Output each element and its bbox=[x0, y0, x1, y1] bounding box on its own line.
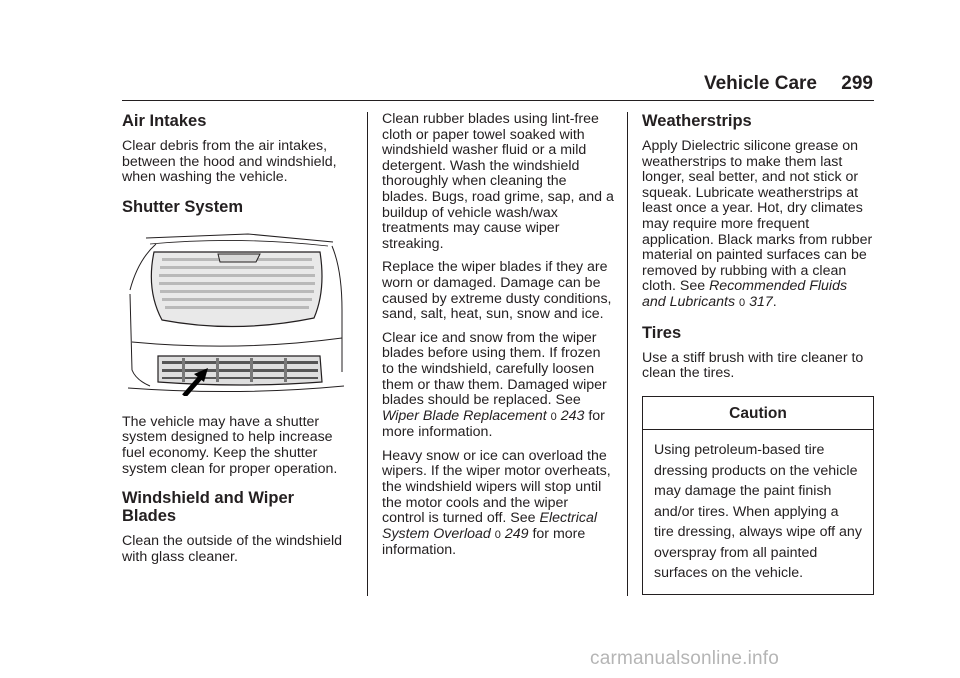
emblem bbox=[218, 254, 260, 262]
column-2 bbox=[382, 112, 614, 567]
page-number: 299 bbox=[841, 73, 873, 94]
overload-paragraph: Heavy snow or ice can overload the wipers. If the wiper motor overheats, the windshield wipers will stop until the motor cools and the wiper control is turned off. See Electrical System Overload 0 249 for more information. bbox=[382, 447, 611, 559]
air-intakes-heading: Air Intakes bbox=[122, 112, 207, 130]
recommended-fluids-link[interactable]: Recommended Fluids and Lubricants bbox=[642, 278, 848, 310]
windshield-body: Clean the outside of the windshield with glass cleaner. bbox=[122, 533, 343, 565]
air-intakes-body: Clear debris from the air intakes, between the hood and windshield, when washing the vehicle. bbox=[122, 138, 337, 186]
header-rule bbox=[122, 100, 874, 101]
windshield-heading: Windshield and Wiper Blades bbox=[122, 489, 295, 526]
caution-title: Caution bbox=[643, 397, 873, 431]
tires-heading: Tires bbox=[642, 323, 682, 342]
page-ref-arrow-icon: 0 bbox=[494, 528, 501, 541]
running-header-title: Vehicle Care bbox=[703, 73, 817, 94]
page-ref-249[interactable]: 249 bbox=[504, 525, 529, 542]
watermark: carmanualsonline.info bbox=[590, 648, 780, 669]
column-divider-1 bbox=[367, 112, 368, 596]
ice-snow-paragraph: Clear ice and snow from the wiper blades before using them. If frozen to the windshield, carefully loosen them or thaw them. Damaged wiper blades should be replaced. See Wiper Blade Replacement 0 243 for more information. bbox=[382, 329, 607, 441]
electrical-system-overload-link[interactable]: Electrical System Overload bbox=[382, 510, 598, 542]
weatherstrips-heading: Weatherstrips bbox=[642, 112, 752, 130]
lower-grille-shutter bbox=[158, 356, 322, 385]
column-3 bbox=[642, 112, 874, 595]
upper-grille bbox=[151, 252, 322, 327]
wiper-replace-paragraph: Replace the wiper blades if they are worn or damaged. Damage can be caused by extreme dusty conditions, sand, salt, heat, sun, snow and ice. bbox=[382, 259, 612, 323]
shutter-system-heading: Shutter System bbox=[122, 197, 244, 216]
weatherstrips-body: Apply Dielectric silicone grease on weatherstrips to make them last longer, seal better, and not stick or squeak. Lubricate weatherstrips at least once a year. Hot, dry climates may require more frequent application. Black marks from rubber material on painted surfaces can be removed by rubbing with a clean cloth. See Recommended Fluids and Lubricants 0 317. bbox=[642, 138, 873, 310]
page-ref-243[interactable]: 243 bbox=[560, 407, 585, 424]
shutter-system-body: The vehicle may have a shutter system designed to help increase fuel economy. Keep the shutter system clean for proper operation. bbox=[122, 413, 338, 477]
column-1 bbox=[122, 112, 350, 573]
shutter-system-illustration bbox=[128, 230, 344, 396]
column-divider-2 bbox=[627, 112, 628, 596]
tires-body: Use a stiff brush with tire cleaner to clean the tires. bbox=[642, 349, 864, 382]
wiper-blade-replacement-link[interactable]: Wiper Blade Replacement bbox=[382, 407, 547, 424]
caution-box bbox=[642, 396, 874, 595]
page-ref-arrow-icon: 0 bbox=[550, 410, 557, 423]
page-ref-arrow-icon: 0 bbox=[739, 296, 746, 309]
page-ref-317[interactable]: 317 bbox=[749, 293, 773, 310]
wiper-cleaning-paragraph: Clean rubber blades using lint-free cloth or paper towel soaked with windshield washer fluid or a mild detergent. Wash the windshield thoroughly when cleaning the blades. Bugs, road grime, sap, and a buildup of vehicle wash/wax treatments may cause wiper streaking. bbox=[382, 111, 614, 252]
caution-body: Using petroleum-based tire dressing products on the vehicle may damage the paint finish and/or tires. When applying a tire dressing, always wipe off any overspray from all painted surfaces on the vehicle. bbox=[654, 442, 862, 582]
